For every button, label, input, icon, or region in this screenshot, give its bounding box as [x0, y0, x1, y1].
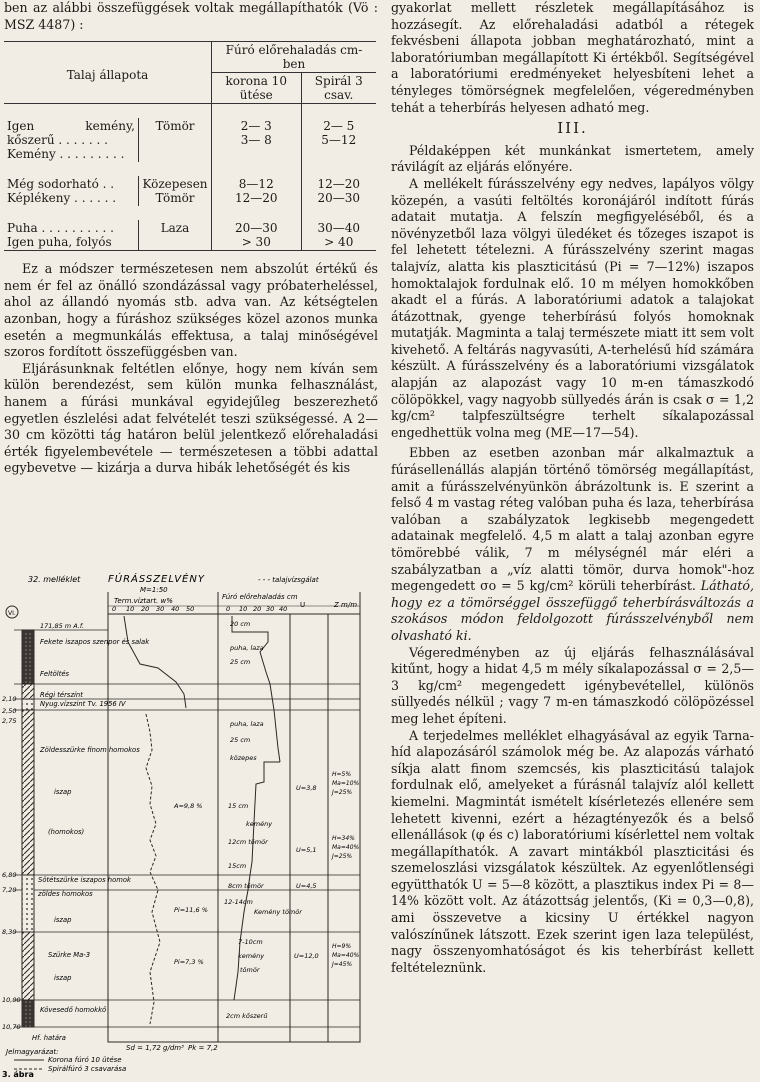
svg-text:8,30: 8,30 [2, 928, 17, 936]
pk-label: Pk = 7,2 [188, 1044, 218, 1052]
svg-text:Kemény tömör: Kemény tömör [254, 908, 302, 916]
svg-text:Zöldesszürke finom homokos: Zöldesszürke finom homokos [40, 746, 140, 754]
figure-title: FÚRÁSSZELVÉNY [108, 574, 205, 585]
head-u: U [300, 601, 306, 609]
svg-text:Sötétszürke iszapos homok: Sötétszürke iszapos homok [38, 876, 131, 884]
figure-caption: 3. ábra [2, 1070, 34, 1078]
water-labels [173, 802, 208, 966]
right-column [391, 0, 754, 976]
svg-text:puha, laza: puha, laza [230, 720, 264, 728]
depth-labels [2, 695, 21, 1031]
svg-text:40: 40 [171, 605, 180, 613]
col-korona-header: korona 10 ütése [212, 73, 302, 104]
legend-korona: Korona fúró 10 ütése [48, 1056, 122, 1064]
borehole-number: VI. [8, 610, 16, 617]
paragraph: Ez a módszer természetesen nem abszolút értékű és nem ér fel az önálló szondázással vagy próbaterheléssel, ahol az állandó nyomás stb. adva van. Az kétségtelen azonban, hogy a fúráshoz szükséges közel azonos munka esetén a megmunkálás effektusa, a talaj minőségével szoros fordított összefüggésben van. [4, 261, 378, 360]
svg-text:0: 0 [112, 605, 117, 613]
emphasis-text: Látható, hogy ez a tömörséggel összefüggő teherbírásváltozás a szokásos módon feldolgozott fúrásszelvényből nem olvasható ki. [391, 578, 754, 643]
advance-notes [224, 620, 303, 1020]
svg-text:J=25%: J=25% [332, 789, 353, 796]
svg-text:Hf. határa: Hf. határa [32, 1034, 66, 1042]
svg-text:J=45%: J=45% [332, 961, 353, 968]
svg-text:kemény: kemény [238, 952, 265, 960]
svg-text:Régi térszínt: Régi térszínt [40, 691, 83, 699]
table-row: Igen kemény, kőszerű . . . . . . . Kemény . . . . . . . . . Tömör 2— 3 3— 8 2— 5 5—12 [4, 118, 376, 162]
svg-text:6,80: 6,80 [2, 871, 17, 879]
svg-text:Nyug.vízszint Tv. 1956 IV: Nyug.vízszint Tv. 1956 IV [40, 700, 126, 708]
svg-text:H=5%: H=5% [332, 771, 352, 778]
svg-text:Ma=40%: Ma=40% [332, 844, 360, 851]
svg-text:iszap: iszap [54, 916, 72, 924]
soil-table [4, 41, 376, 251]
intro-paragraph: ben az alábbi összefüggések voltak megállapíthatók (Vö : MSZ 4487) : [4, 0, 378, 32]
svg-text:puha, laza: puha, laza [230, 644, 264, 652]
svg-text:U=12,0: U=12,0 [294, 952, 319, 960]
table-row: Még sodorható . . Képlékeny . . . . . . Közepesen Tömör 8—12 12—20 12—20 20—30 [4, 176, 376, 206]
left-column [4, 0, 378, 477]
svg-text:Ma=40%: Ma=40% [332, 952, 360, 959]
svg-text:50: 50 [186, 605, 195, 613]
svg-text:25 cm: 25 cm [230, 736, 251, 744]
svg-text:U=4,5: U=4,5 [296, 882, 317, 890]
svg-text:2,10: 2,10 [2, 695, 17, 703]
svg-text:Fekete iszapos szenpor és sala: Fekete iszapos szenpor és salak [40, 638, 150, 646]
svg-text:2cm kőszerű: 2cm kőszerű [226, 1012, 268, 1020]
svg-text:H=9%: H=9% [332, 943, 352, 950]
scale-label: M=1:50 [140, 586, 168, 594]
svg-text:zöldes homokos: zöldes homokos [38, 890, 93, 898]
svg-text:15 cm: 15 cm [228, 802, 249, 810]
borehole-column [22, 630, 34, 1027]
layer-labels [32, 638, 150, 1042]
head-water: Term.víztart. w% [114, 597, 173, 605]
svg-text:Ma=10%: Ma=10% [332, 780, 360, 787]
svg-text:7,20: 7,20 [2, 886, 17, 894]
svg-text:A=9,8 %: A=9,8 % [174, 802, 203, 810]
col-soil-header: Talaj állapota [66, 68, 149, 83]
svg-text:tömör: tömör [240, 966, 260, 974]
svg-text:Feltöltés: Feltöltés [40, 670, 70, 678]
svg-text:U=5,1: U=5,1 [296, 846, 317, 854]
svg-text:H=34%: H=34% [332, 835, 355, 842]
svg-text:Pi=11,6 %: Pi=11,6 % [174, 906, 208, 914]
svg-text:20: 20 [253, 605, 262, 613]
head-z: Z m/m [334, 601, 358, 609]
svg-text:25 cm: 25 cm [230, 658, 251, 666]
svg-text:U=3,8: U=3,8 [296, 784, 317, 792]
paragraph: Végeredményben az új eljárás felhasználásával kitűnt, hogy a hidat 4,5 m mély síkalapozással σ = 2,5—3 kg/cm² megengedett igénybevétellel, különös süllyedés nélkül ; vagy 7 m-en támaszkodó cölöpözéssel meg lehet építeni. [391, 644, 754, 726]
paragraph: gyakorlat mellett részletek megállapításához is hozzásegít. Az előrehaladási adatból a rétegek fekvésbeni állapota jobban meghatározható, mint a laboratóriumban megállapított Ki értékből. Segítségével a laboratóriumi eredményeket helyesbíteni lehet a tényleges tömörségnek megfelelően, végeredményben tehát a teherbírás helyesen adható meg. [391, 0, 754, 115]
sd-label: Sd = 1,72 g/dm³ [126, 1044, 184, 1052]
svg-text:Kövesedő homokkő: Kövesedő homokkő [40, 1006, 107, 1014]
svg-text:20 cm: 20 cm [230, 620, 251, 628]
svg-text:30: 30 [266, 605, 275, 613]
svg-text:10: 10 [126, 605, 135, 613]
top-level: 171,85 m A.f. [40, 622, 85, 630]
svg-text:7-10cm: 7-10cm [238, 938, 263, 946]
svg-text:10,70: 10,70 [2, 1023, 21, 1031]
svg-text:15cm: 15cm [228, 862, 247, 870]
borehole-log-figure [0, 572, 378, 1078]
svg-text:(homokos): (homokos) [48, 828, 85, 836]
svg-text:J=25%: J=25% [332, 853, 353, 860]
water-content-curve [124, 616, 186, 708]
legend-top: - - - talajvízsgálat [258, 576, 319, 584]
svg-text:iszap: iszap [54, 974, 72, 982]
svg-text:30: 30 [156, 605, 165, 613]
svg-text:40: 40 [279, 605, 288, 613]
head-advance: Fúró előrehaladás cm [222, 593, 298, 601]
svg-text:12-14cm: 12-14cm [224, 898, 253, 906]
svg-text:2,50: 2,50 [2, 707, 17, 715]
borehole-log-svg [0, 572, 378, 1078]
legend-spiral: Spirálfúró 3 csavarása [48, 1065, 127, 1073]
svg-text:kemény: kemény [246, 820, 273, 828]
paragraph: Ebben az esetben azonban már alkalmaztuk a fúrásellenállás alapján történő tömörség megállapítást, amit a fúrásszelvényünkön ábrázoltunk is. E szerint a felső 4 m vastag réteg valóban puha és laza, teherbírása valóban a szabályzatok legkisebb megengedett adatainak megfelelő. 4,5 m alatt a talaj azonban egyre tömörebbé válik, 7 m mélységnél már eléri a szabályzatban a „víz alatti tömör, durva homok"-hoz megengedett σo = 5 kg/cm² körüli teherbírást. [391, 445, 754, 594]
spiral-advance-line [234, 762, 280, 1000]
u-labels [294, 784, 319, 960]
svg-text:Pi=7,3 %: Pi=7,3 % [174, 958, 204, 966]
svg-text:8cm tömör: 8cm tömör [228, 882, 264, 890]
svg-text:közepes: közepes [230, 754, 257, 762]
table-row: Puha . . . . . . . . . . Igen puha, folyós Laza 20—30 > 30 30—40 > 40 [4, 220, 376, 251]
svg-text:0: 0 [226, 605, 231, 613]
svg-text:20: 20 [141, 605, 150, 613]
svg-text:12cm tömör: 12cm tömör [228, 838, 268, 846]
paragraph: Példaképpen két munkánkat ismertetem, amely rávilágít az eljárás előnyére. [391, 142, 754, 175]
svg-text:Szürke Ma-3: Szürke Ma-3 [48, 951, 91, 959]
svg-text:10,00: 10,00 [2, 996, 21, 1004]
paragraph: A terjedelmes melléklet elhagyásával az egyik Tarna-híd alapozásáról számolok még be. Az alapozás várható síkja alatt finom szemcsés, kis plaszticitású talajok fordulnak elő, amelyeket a fúrásnál talajvíz alól kellett kiemelni. Magmintát ismételt kísérletezés ellenére sem lehetett kivenni, ezért a hézagtényezők és a belső ellenállások (φ és c) laboratóriumi kísérlettel nem voltak megállapíthatók. A zavart mintákból plaszticitási és szemeloszlási vizsgálatok készültek. Az egyenlőtlenségi együtthatók U = 5—8 között, a plasztikus index Pi = 8—14% között volt. Az átázottság jelentős, (Ki = 0,3—0,8), ami összevetve a kicsiny U értékkel nagyon valószínűnek látszott. Ezek szerint igen laza települést, nagy összenyomhatóságot és kis teherbírást kellett feltételeznünk. [391, 727, 754, 975]
col-spiral-header: Spirál 3 csav. [301, 73, 376, 104]
svg-text:10: 10 [239, 605, 248, 613]
section-number: III. [557, 119, 588, 138]
svg-text:2,75: 2,75 [2, 717, 17, 725]
z-labels [331, 771, 360, 968]
paragraph: A mellékelt fúrásszelvény egy nedves, lapályos völgy közepén, a vasúti feltöltés koronájáról indított fúrás adatait mutatja. A felszín megfigyeléséből, és a növényzetből laza völgyi üledéket és tőzeges iszapot is fel lehetett tételezni. A fúrásszelvény szerint magas talajvíz, alatta kis plaszticitású (Pi = 7—12%) iszapos homoktalajok fordulnak elő. 10 m mélyen homokkőben akadt el a fúrás. A laboratóriumi adatok a talajokat átázottnak, gyenge teherbírású folyós homoknak mutatják. Magminta a talaj természete miatt itt sem volt kivehető. A feltárás nagyvasúti, A-terhelésű híd számára készült. A fúrásszelvény és a laboratóriumi vizsgálatok alapján az alapozást vagy 10 m-en támaszkodó cölöpökkel, vagy nagyobb süllyedés árán is csak σ = 1,2 kg/cm² talpfeszültségre terhelt síkalapozással engedhettük volna meg (ME—17—54). [391, 175, 754, 440]
svg-text:iszap: iszap [54, 788, 72, 796]
col-resist-header: Fúró előrehaladás cm-ben [212, 42, 377, 73]
legend-title: Jelmagyarázat: [6, 1048, 59, 1056]
water-content-dashed [146, 714, 160, 1024]
appendix-label: 32. melléklet [28, 575, 81, 584]
paragraph: Eljárásunknak feltétlen előnye, hogy nem kíván sem külön berendezést, sem külön munka felhasználást, hanem a fúrási munkával egyidejűleg beszerezhető egyetlen észlelési adat felvételét teszi szükségessé. A 2—30 cm közötti tág határon belül jelentkező előrehaladási érték figyelembevétele — természetesen a többi adattal egybevetve — kizárja a durva hibák lehetőségét és kis [4, 360, 378, 476]
